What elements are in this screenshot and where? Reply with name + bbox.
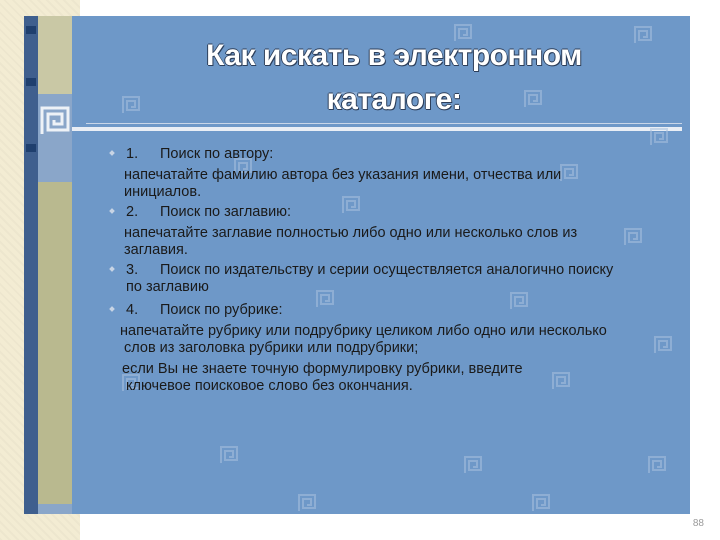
greek-key-meander-icon [220,446,238,464]
item-text [110,225,650,259]
item-text-line: заглавия. [124,242,188,258]
item-text [110,167,650,201]
item-number: 3. [126,262,139,278]
bullet-icon [109,266,115,272]
stripe-tick [26,26,36,34]
slide [24,16,690,514]
item-label: Поиск по рубрике: [160,302,283,318]
list-item [110,146,650,163]
item-text-line: ключевое поисковое слово без окончания. [126,378,413,394]
item-text-line: инициалов. [124,184,202,200]
title-line-1: Как искать в электронном [206,39,582,72]
greek-key-meander-icon [298,494,316,512]
item-label: Поиск по автору: [160,146,274,162]
item-number: 4. [126,302,139,318]
bullet-icon [109,150,115,156]
item-number: 2. [126,204,139,220]
page-number: 88 [692,518,704,529]
list-item [110,204,650,221]
greek-key-meander-icon [532,494,550,512]
list-item [110,302,650,319]
slide-title [134,34,654,122]
divider-line [72,127,682,131]
bullet-icon [109,306,115,312]
item-text-line: если Вы не знаете точную формулировку рубрики, введите [122,361,523,377]
title-line-2: каталоге: [326,83,462,116]
list-item [110,262,650,279]
left-dark-stripe [24,16,38,514]
greek-key-meander-icon [40,106,70,136]
item-text [110,361,650,395]
item-number: 1. [126,146,139,162]
item-text-line: по заглавию [126,279,209,295]
divider-thin [86,123,682,124]
olive-bar [38,182,72,504]
stripe-tick [26,144,36,152]
bullet-icon [109,208,115,214]
item-text-line: напечатайте заглавие полностью либо одно или несколько слов из [124,225,578,241]
stripe-tick [26,78,36,86]
greek-key-meander-icon [654,336,672,354]
item-label: Поиск по заглавию: [160,204,292,220]
greek-key-meander-icon [464,456,482,474]
item-label: Поиск по издательству и серии осуществляется аналогично поиску [160,262,614,278]
greek-key-meander-icon [650,128,668,146]
item-text [110,323,650,357]
greek-key-meander-icon [648,456,666,474]
top-cream-bar [38,16,72,94]
item-text-line: напечатайте рубрику или подрубрику целиком либо одно или несколько [120,323,607,339]
item-text-line: напечатайте фамилию автора без указания имени, отчества или [124,167,562,183]
instructions-list [110,144,650,395]
item-text-line: слов из заголовка рубрики или подрубрики; [124,340,419,356]
